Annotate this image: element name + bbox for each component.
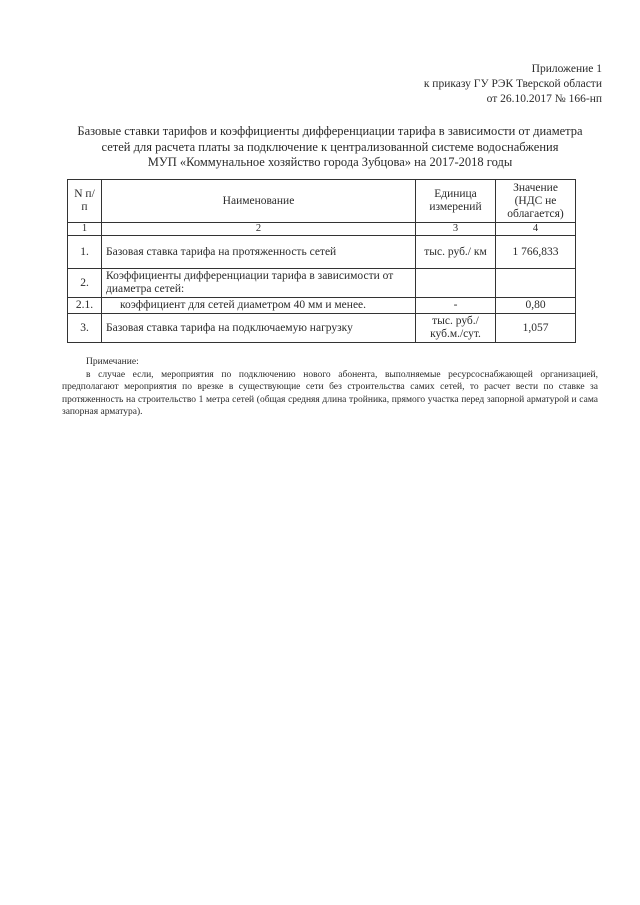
header-unit: Единица измерений bbox=[416, 180, 496, 223]
row-name: коэффициент для сетей диаметром 40 мм и менее. bbox=[102, 298, 416, 314]
row-unit: тыс. руб./ км bbox=[416, 236, 496, 269]
row-name: Коэффициенты дифференциации тарифа в зависимости от диаметра сетей: bbox=[102, 269, 416, 298]
table-row bbox=[68, 236, 576, 269]
table-row bbox=[68, 269, 576, 298]
title-line-3: МУП «Коммунальное хозяйство города Зубцова» на 2017-2018 годы bbox=[147, 155, 513, 169]
index-cell: 3 bbox=[416, 223, 496, 236]
row-num: 2. bbox=[68, 269, 102, 298]
row-unit: тыс. руб./ куб.м./сут. bbox=[416, 314, 496, 343]
row-value bbox=[496, 269, 576, 298]
footnote bbox=[62, 356, 598, 419]
note-label: Примечание: bbox=[86, 357, 139, 367]
header-name: Наименование bbox=[102, 180, 416, 223]
document-title bbox=[60, 124, 600, 171]
row-name: Базовая ставка тарифа на протяженность сетей bbox=[102, 236, 416, 269]
appendix-order: к приказу ГУ РЭК Тверской области bbox=[423, 78, 602, 90]
index-cell: 1 bbox=[68, 223, 102, 236]
index-cell: 4 bbox=[496, 223, 576, 236]
row-name: Базовая ставка тарифа на подключаемую нагрузку bbox=[102, 314, 416, 343]
row-value: 1 766,833 bbox=[496, 236, 576, 269]
appendix-reference bbox=[424, 62, 602, 107]
table-header-row bbox=[68, 180, 576, 223]
appendix-date: от 26.10.2017 № 166-нп bbox=[486, 93, 602, 105]
appendix-number: Приложение 1 bbox=[531, 63, 602, 75]
row-num: 1. bbox=[68, 236, 102, 269]
row-value: 1,057 bbox=[496, 314, 576, 343]
row-unit: - bbox=[416, 298, 496, 314]
title-line-2: сетей для расчета платы за подключение к централизованной системе водоснабжения bbox=[101, 139, 559, 154]
header-num: N п/п bbox=[68, 180, 102, 223]
header-value: Значение (НДС не облагается) bbox=[496, 180, 576, 223]
row-value: 0,80 bbox=[496, 298, 576, 314]
table-index-row bbox=[68, 223, 576, 236]
index-cell: 2 bbox=[102, 223, 416, 236]
row-unit bbox=[416, 269, 496, 298]
table-row bbox=[68, 314, 576, 343]
table-row bbox=[68, 298, 576, 314]
row-num: 3. bbox=[68, 314, 102, 343]
title-line-1: Базовые ставки тарифов и коэффициенты дифференциации тарифа в зависимости от диаметра bbox=[77, 124, 583, 138]
note-text: в случае если, мероприятия по подключению нового абонента, выполняемые ресурсоснабжающей организацией, предполагают мероприятия по врезке в существующие сети без строительства самих сетей, то расчет вести по ставке за протяженность на строительство 1 метра сетей (общая средняя длина тройника, прямого участка перед запорной арматурой и сама запорная арматура). bbox=[62, 369, 598, 417]
tariff-table bbox=[67, 179, 576, 343]
row-num: 2.1. bbox=[68, 298, 102, 314]
